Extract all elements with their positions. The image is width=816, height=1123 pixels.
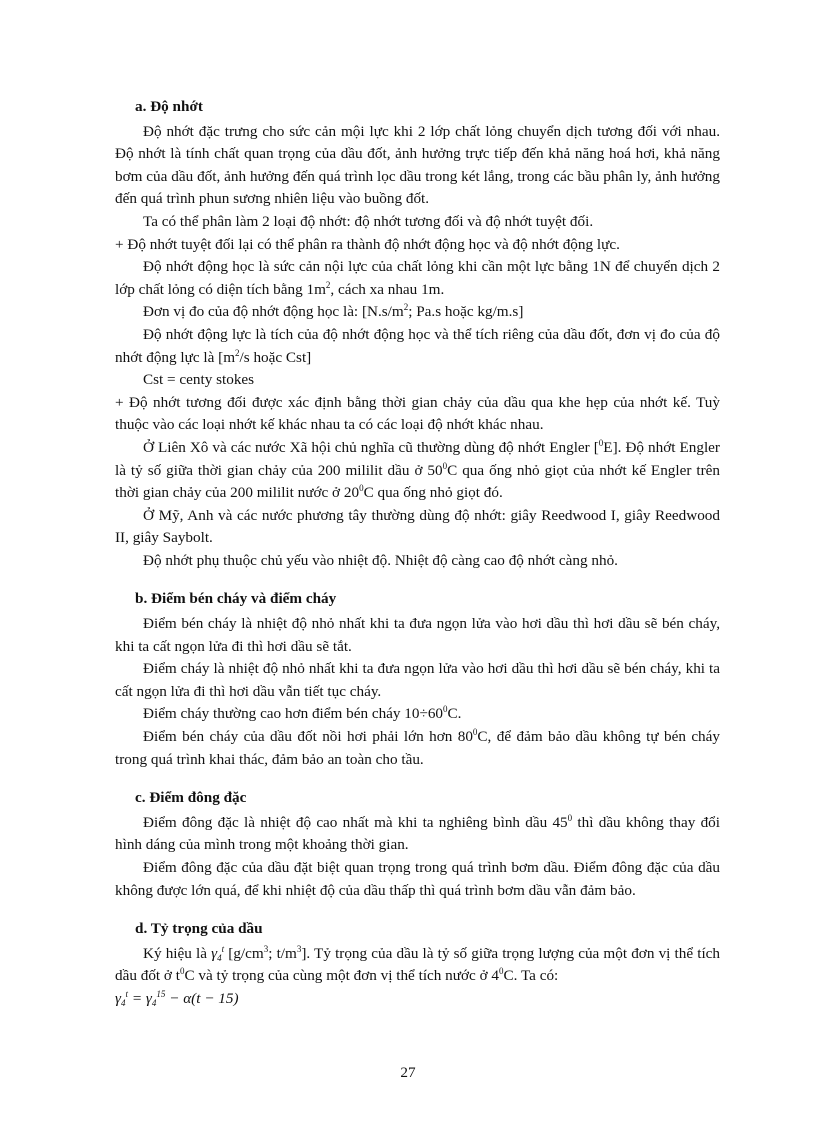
- section-a-paragraph-10: Ở Mỹ, Anh và các nước phương tây thường dùng độ nhớt: giây Reedwood I, giây Reedwood II, giây Saybolt.: [115, 506, 720, 547]
- section-b-paragraph-1: Điểm bén cháy là nhiệt độ nhỏ nhất khi ta đưa ngọn lửa vào hơi dầu thì hơi dầu sẽ bén cháy, khi ta cất ngọn lửa đi thì hơi dầu sẽ tắt.: [115, 615, 720, 655]
- section-a-paragraph-1: Độ nhớt đặc trưng cho sức cản mội lực khi 2 lớp chất lỏng chuyển dịch tương đối với nhau. Độ nhớt là tính chất quan trọng của dầu đốt, ảnh hưởng trực tiếp đến khả năng hoá hơi, khả năng bơm của dầu đốt, ảnh hưởng đến quá trình lọc dầu trong két lắng, trong các bầu phân ly, ảnh hưởng đến quá trình phun sương nhiên liệu vào buồng đốt.: [115, 122, 720, 208]
- section-d-paragraph-1: Ký hiệu là $\gamma_4^t$ [$g/cm^3$; $t/m^3$]. Tỷ trọng của dầu là tỷ số giữa trọng lượng của một đơn vị thể tích dầu đốt ở $t^0C$ và tỷ trọng của cùng một đơn vị thể tích nước ở $4^0C$. Ta có:: [115, 943, 720, 985]
- page-content: [115, 96, 720, 1011]
- section-a-paragraph-9: Ở Liên Xô và các nước Xã hội chủ nghĩa cũ thường dùng độ nhớt Engler [$^0$E]. Độ nhớt Engler là tỷ số giữa thời gian chảy của 200 mililit dầu ở $50^0C$ qua ống nhỏ giọt của nhớt kế Engler trên thời gian chảy của 200 mililit nước ở $20^0C$ qua ống nhỏ giọt đó.: [115, 437, 720, 502]
- section-a-paragraph-8: + Độ nhớt tương đối được xác định bằng thời gian chảy của dầu qua khe hẹp của nhớt kế. Tuỳ thuộc vào các loại nhớt kế khác nhau ta có các loại độ nhớt khác nhau.: [115, 393, 720, 434]
- section-a-paragraph-4: Độ nhớt động học là sức cản nội lực của chất lỏng khi cần một lực bằng 1N để chuyển dịch 2 lớp chất lỏng có diện tích bằng $1m^2$, cách xa nhau 1m.: [115, 258, 720, 298]
- gamma-symbol: $\gamma_4^t$: [211, 943, 225, 963]
- section-c-heading: c. Điểm đông đặc: [135, 789, 247, 807]
- section-d-heading: d. Tỷ trọng của dầu: [135, 920, 263, 938]
- section-a-paragraph-11: Độ nhớt phụ thuộc chủ yếu vào nhiệt độ. Nhiệt độ càng cao độ nhớt càng nhỏ.: [143, 551, 618, 569]
- section-b-heading: b. Điểm bén cháy và điểm cháy: [135, 590, 337, 608]
- section-b-paragraph-3: Điểm cháy thường cao hơn điểm bén cháy $10\div 60^0C$.: [143, 704, 462, 723]
- section-c-paragraph-1: Điểm đông đặc là nhiệt độ cao nhất mà khi ta nghiêng bình dầu $45^0$ thì dầu không thay đổi hình dáng của mình trong một khoảng thời gian.: [115, 812, 720, 854]
- section-a-paragraph-5: Đơn vị đo của độ nhớt động học là: [$N.s/m^2$; Pa.s hoặc kg/m.s]: [143, 302, 524, 321]
- page-number: 27: [400, 1064, 416, 1081]
- section-a-paragraph-7: Cst = centy stokes: [143, 371, 255, 389]
- section-a-paragraph-3: + Độ nhớt tuyệt đối lại có thể phân ra thành độ nhớt động học và độ nhớt động lực.: [115, 235, 620, 253]
- section-b-paragraph-4: Điểm bén cháy của dầu đốt nồi hơi phải lớn hơn $80^0C$, để đảm bảo dầu không tự bén cháy trong quá trình khai thác, đảm bảo an toàn cho tầu.: [115, 727, 720, 768]
- section-a-heading: a. Độ nhớt: [135, 98, 203, 115]
- section-b-paragraph-2: Điểm cháy là nhiệt độ nhỏ nhất khi ta đưa ngọn lửa vào hơi dầu thì hơi dầu sẽ bén cháy, khi ta cất ngọn lửa đi thì hơi dầu vẫn tiết tục cháy.: [115, 660, 720, 700]
- section-a-paragraph-2: Ta có thể phân làm 2 loại độ nhớt: độ nhớt tương đối và độ nhớt tuyệt đối.: [143, 212, 594, 230]
- section-c-paragraph-2: Điểm đông đặc của dầu đặt biệt quan trọng trong quá trình bơm dầu. Điểm đông đặc của dầu không được lớn quá, để khi nhiệt độ của dầu thấp thì quá trình bơm dầu vẫn đảm bảo.: [115, 859, 720, 899]
- section-a-paragraph-6: Độ nhớt động lực là tích của độ nhớt động học và thể tích riêng của dầu đốt, đơn vị đo của độ nhớt động lực là [$m^2/s$ hoặc Cst]: [115, 325, 720, 366]
- density-formula: $\gamma_4^t = \gamma_4^{15} - \alpha(t - 15)$: [115, 988, 239, 1008]
